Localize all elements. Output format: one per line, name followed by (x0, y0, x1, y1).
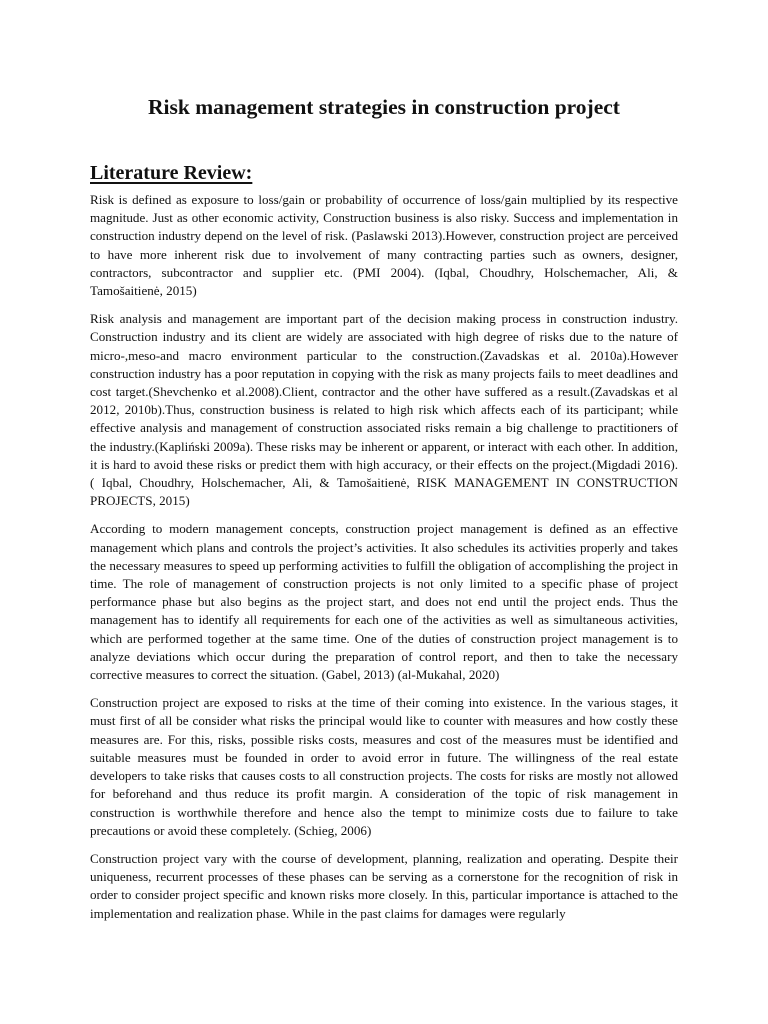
paragraph-5: Construction project vary with the course of development, planning, realization and operating. Despite their uniqueness, recurrent processes of these phases can be serving as a cornerstone for the recognition of risk in order to consider project specific and known risks more closely. In this, particular importance is attached to the implementation and realization phase. While in the past claims for damages were regularly (90, 850, 678, 921)
paragraph-2: Risk analysis and management are important part of the decision making process in construction industry. Construction industry and its client are widely are associated with high degree of risks due to the nature of micro-,meso-and macro environment particular to the construction.(Zavadskas et al. 2010a).However construction industry has a poor reputation in copying with the risk as many projects fails to meet deadlines and cost target.(Shevchenko et al.2008).Client, contractor and the other have suffered as a result.(Zavadskas et al 2012, 2010b).Thus, construction business is related to high risk which affects each of its participant; while effective analysis and management of construction associated risks remain a big challenge to practitioners of the industry.(Kapliński 2009a). These risks may be inherent or apparent, or interact with each other. In addition, it is hard to avoid these risks or predict them with high accuracy, or their effects on the project.(Migdadi 2016). ( Iqbal, Choudhry, Holschemacher, Ali, & Tamošaitienė, RISK MANAGEMENT IN CONSTRUCTION PROJECTS, 2015) (90, 311, 678, 509)
document-body (90, 191, 678, 933)
section-heading-literature-review: Literature Review: (90, 162, 253, 184)
paragraph-3: According to modern management concepts, construction project management is defined as an effective management which plans and controls the project’s activities. It also schedules its activities properly and takes the necessary measures to speed up performing activities to fulfill the obligation of accomplishing the project in time. The role of management of construction projects is not only limited to a specific phase of project performance phase but also begins as the project start, and does not end until the project ends. Thus the management has to identify all requirements for each one of the activities as well as simultaneous activities, which are performed together at the same time. One of the duties of construction project management is to analyze deviations which occur during the preparation of control report, and then to take the necessary corrective measures to correct the situation. (Gabel, 2013) (al-Mukahal, 2020) (90, 521, 678, 683)
document-title: Risk management strategies in construction project (148, 95, 620, 119)
paragraph-1: Risk is defined as exposure to loss/gain or probability of occurrence of loss/gain multiplied by its respective magnitude. Just as other economic activity, Construction business is also risky. Success and implementation in construction industry depend on the level of risk. (Paslawski 2013).However, construction project are perceived to have more inherent risk due to involvement of many contracting parties such as owners, designer, contractors, subcontractor and supplier etc. (PMI 2004). (Iqbal, Choudhry, Holschemacher, Ali, & Tamošaitienė, 2015) (90, 192, 678, 299)
paragraph-4: Construction project are exposed to risks at the time of their coming into existence. In the various stages, it must first of all be consider what risks the principal would like to counter with measures and how costly these measures are. For this, risks, possible risks costs, measures and cost of the measures must be identified and suitable measures must be founded in order to avoid error in future. The willingness of the real estate developers to take risks that causes costs to all construction projects. The costs for risks are mostly not allowed for beforehand and thus reduce its profit margin. A consideration of the topic of risk management in construction is worthwhile therefore and hence also the tempt to minimize costs due to failure to take precautions or avoid these completely. (Schieg, 2006) (90, 695, 678, 838)
